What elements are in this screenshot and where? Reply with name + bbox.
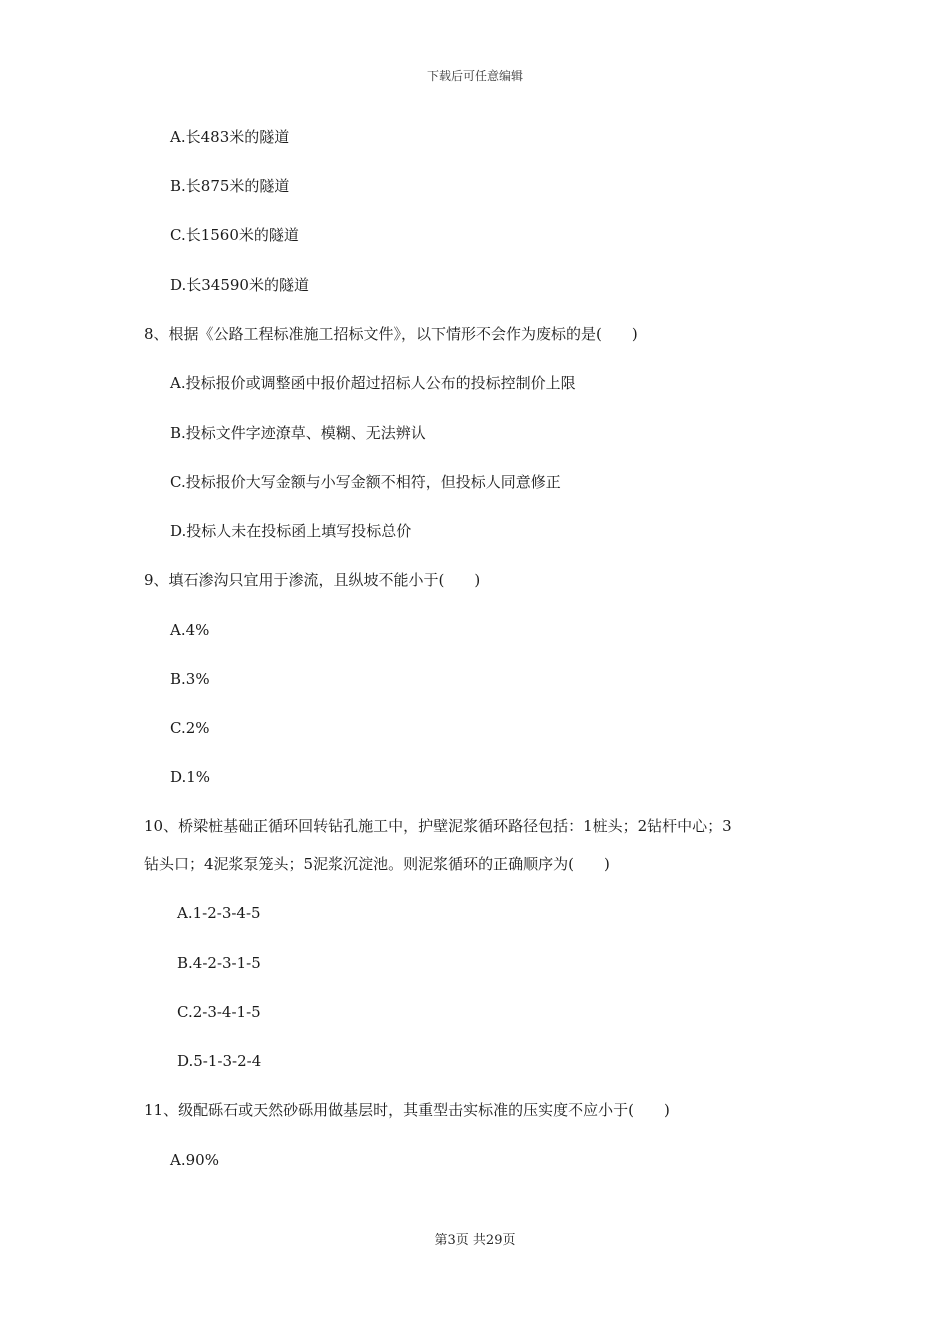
q7-option-a: A.长483米的隧道 (170, 128, 290, 146)
q10-option-b: B.4-2-3-1-5 (177, 954, 261, 972)
q10-stem-line2: 钻头口；4泥浆泵笼头；5泥浆沉淀池。则泥浆循环的正确顺序为( ) (144, 855, 610, 873)
q8-option-d: D.投标人未在投标函上填写投标总价 (170, 522, 412, 540)
page-footer: 第3页 共29页 (434, 1233, 516, 1248)
q9-option-b: B.3% (170, 670, 210, 688)
q9-option-a: A.4% (170, 621, 210, 639)
page-header: 下载后可任意编辑 (426, 69, 523, 83)
q10-option-c: C.2-3-4-1-5 (177, 1003, 261, 1021)
q7-option-b: B.长875米的隧道 (170, 177, 290, 195)
q10-stem-line1: 10、桥梁桩基础正循环回转钻孔施工中，护壁泥浆循环路径包括：1桩头；2钻杆中心；3 (144, 817, 732, 835)
q9-option-c: C.2% (170, 719, 210, 737)
q10-option-a: A.1-2-3-4-5 (177, 904, 261, 922)
q8-option-a: A.投标报价或调整函中报价超过招标人公布的投标控制价上限 (170, 374, 576, 392)
q11-stem: 11、级配砾石或天然砂砾用做基层时，其重型击实标准的压实度不应小于( ) (144, 1101, 670, 1119)
q8-option-c: C.投标报价大写金额与小写金额不相符，但投标人同意修正 (170, 473, 561, 491)
q11-option-a: A.90% (170, 1151, 219, 1169)
q9-stem: 9、填石渗沟只宜用于渗流，且纵坡不能小于( ) (144, 571, 481, 589)
q8-stem: 8、根据《公路工程标准施工招标文件》，以下情形不会作为废标的是( ) (144, 325, 638, 343)
q9-option-d: D.1% (170, 768, 211, 786)
q7-option-d: D.长34590米的隧道 (170, 276, 309, 294)
q7-option-c: C.长1560米的隧道 (170, 226, 299, 244)
q10-option-d: D.5-1-3-2-4 (177, 1052, 262, 1070)
q8-option-b: B.投标文件字迹潦草、模糊、无法辨认 (170, 424, 426, 442)
